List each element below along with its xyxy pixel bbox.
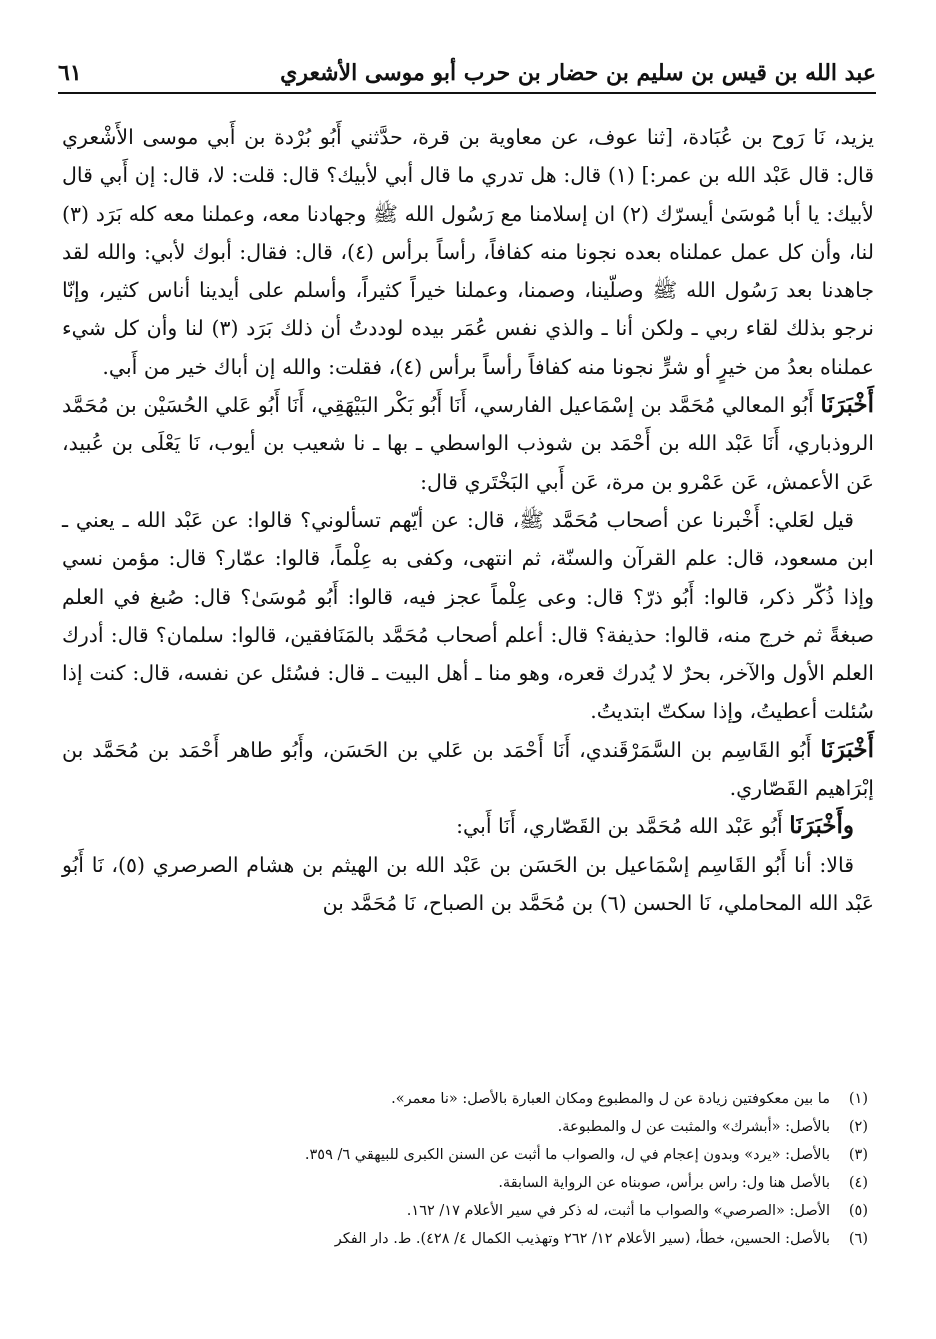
paragraph (62, 118, 874, 386)
paragraph-text: أَبُو القَاسِم بن السَّمَرْقَندي، أَنَا أَحْمَد بن عَلي بن الحَسَن، وأَبُو طاهر أَحْمَد بن مُحَمَّد بن إبْرَاهيم القَصّاري. (62, 737, 874, 801)
footnote (62, 1197, 868, 1225)
footnote (62, 1085, 868, 1113)
paragraph-text: قيل لعَلي: أَخْبرنا عن أصحاب مُحَمَّد ﷺ، قال: عن أيّهم تسألوني؟ قالوا: عن عَبْد الله ـ يعني ـ ابن مسعود، قال: علم القرآن والسنّة، ثم انتهى، وكفى به عِلْماً، قالوا: عمّار؟ قال: مؤمن نسي وإذا ذُكّر ذكر، قالوا: أَبُو ذرّ؟ قال: وعى عِلْماً عجز فيه، قالوا: أَبُو مُوسَىٰ؟ قال: صُبغ في العلم صبغةً ثم خرج منه، قالوا: حذيفة؟ قال: أعلم أصحاب مُحَمَّد بالمَنَافقين، قالوا: سلمان؟ قال: أدرك العلم الأول والآخر، بحرٌ لا يُدرك قعره، وهو منا ـ أهل البيت ـ قال: فسُئل عن نفسه، قال: كنت إذا سُئلت أعطيتُ، وإذا سكتّ ابتديتُ. (62, 507, 874, 724)
paragraph (62, 846, 874, 923)
footnote-number: (٥) (848, 1203, 868, 1219)
footnote (62, 1141, 868, 1169)
footnote-text: بالأصل: «يرد» وبدون إعجام في ل، والصواب ما أثبت عن السنن الكبرى للبيهقي ٦/ ٣٥٩. (304, 1147, 830, 1163)
footnotes (62, 1085, 868, 1253)
paragraph-text: يزيد، نَا رَوح بن عُبَادة، [ثنا عوف، عن معاوية بن قرة، حدَّثني أَبُو بُرْدة بن أَبي موسى الأَشْعري قال: قال عَبْد الله بن عمر:] (١) قال: هل تدري ما قال أبي لأبيك؟ قال: قلت: لا، قال: إن أَبي قال لأبيك: يا أبا مُوسَىٰ أيسرّك (٢) ان إسلامنا مع رَسُول الله ﷺ وجهادنا معه، وعملنا معه كله بَرَد (٣) لنا، وأن كل عمل عملناه بعده نجونا منه كفافاً، رأساً برأس (٤)، قال: فقال: أبوك لأبي: والله لقد جاهدنا بعد رَسُول الله ﷺ وصلّينا، وصمنا، وعملنا خيراً كثيراً، وأسلم على أيدينا أناس كثير، وإنّا نرجو بذلك لقاء ربي ـ ولكن أنا ـ والذي نفس عُمَر بيده لوددتُ أن ذلك بَرَد (٣) لنا وأن كل شيء عملناه بعدُ من خيرٍ أو شرٍّ نجونا منه كفافاً رأساً برأس (٤)، فقلت: والله إن أباك خير من أَبي. (62, 125, 874, 379)
footnote-text: بالأصل: «أبشرك» والمثبت عن ل والمطبوعة. (557, 1119, 830, 1135)
footnote-number: (٦) (848, 1231, 868, 1247)
footnote-text: ما بين معكوفتين زيادة عن ل والمطبوع ومكان العبارة بالأصل: «نا معمر». (391, 1091, 830, 1107)
footnote-number: (٤) (848, 1175, 868, 1191)
footnote-text: الأصل: «الصرصي» والصواب ما أثبت، له ذكر في سير الأعلام ١٧/ ١٦٢. (406, 1203, 830, 1219)
footnote-text: بالأصل هنا ول: راس برأس، صوبناه عن الرواية السابقة. (498, 1175, 830, 1191)
page-number: ٦١ (58, 60, 82, 86)
page-header (58, 52, 876, 94)
isnad-lead: أَخْبَرَنَا (820, 735, 874, 763)
paragraph (62, 386, 874, 501)
footnote (62, 1225, 868, 1253)
footnote-number: (٣) (848, 1147, 868, 1163)
running-head: عبد الله بن قيس بن سليم بن حضار بن حرب أبو موسى الأشعري (280, 60, 876, 86)
footnote-number: (٢) (848, 1119, 868, 1135)
paragraph-text: أَبُو المعالي مُحَمَّد بن إسْمَاعيل الفارسي، أَنَا أَبُو بَكْر البَيْهَقِي، أَنَا أَبُو عَلي الحُسَيْن بن مُحَمَّد الروذباري، أَنَا عَبْد الله بن أَحْمَد بن شوذب الواسطي ـ بها ـ نا شعيب بن أيوب، نَا يَعْلَى بن عُبيد، عَن الأعمش، عَن عَمْرو بن مرة، عَن أَبي البَخْتَري قال: (62, 393, 874, 494)
paragraph-text: قالا: أنا أَبُو القَاسِم إسْمَاعيل بن الحَسَن بن عَبْد الله بن الهيثم بن هشام الصرصري (٥)، نَا أَبُو عَبْد الله المحاملي، نَا الحسن (٦) بن مُحَمَّد بن الصباح، نَا مُحَمَّد بن (62, 852, 874, 915)
footnote (62, 1113, 868, 1141)
paragraph (62, 807, 874, 845)
isnad-lead: أَخْبَرَنَا (820, 391, 874, 419)
paragraph-text: أَبُو عَبْد الله مُحَمَّد بن القَصّاري، أَنَا أَبي: (456, 814, 790, 839)
footnote-number: (١) (848, 1091, 868, 1107)
main-text (62, 118, 874, 922)
isnad-lead: وأَخْبَرَنَا (789, 812, 854, 840)
footnote (62, 1169, 868, 1197)
footnote-text: بالأصل: الحسين، خطأ، (سير الأعلام ١٢/ ٢٦٢ وتهذيب الكمال ٤/ ٤٢٨). ط. دار الفكر (334, 1231, 830, 1247)
paragraph (62, 501, 874, 731)
paragraph (62, 731, 874, 808)
